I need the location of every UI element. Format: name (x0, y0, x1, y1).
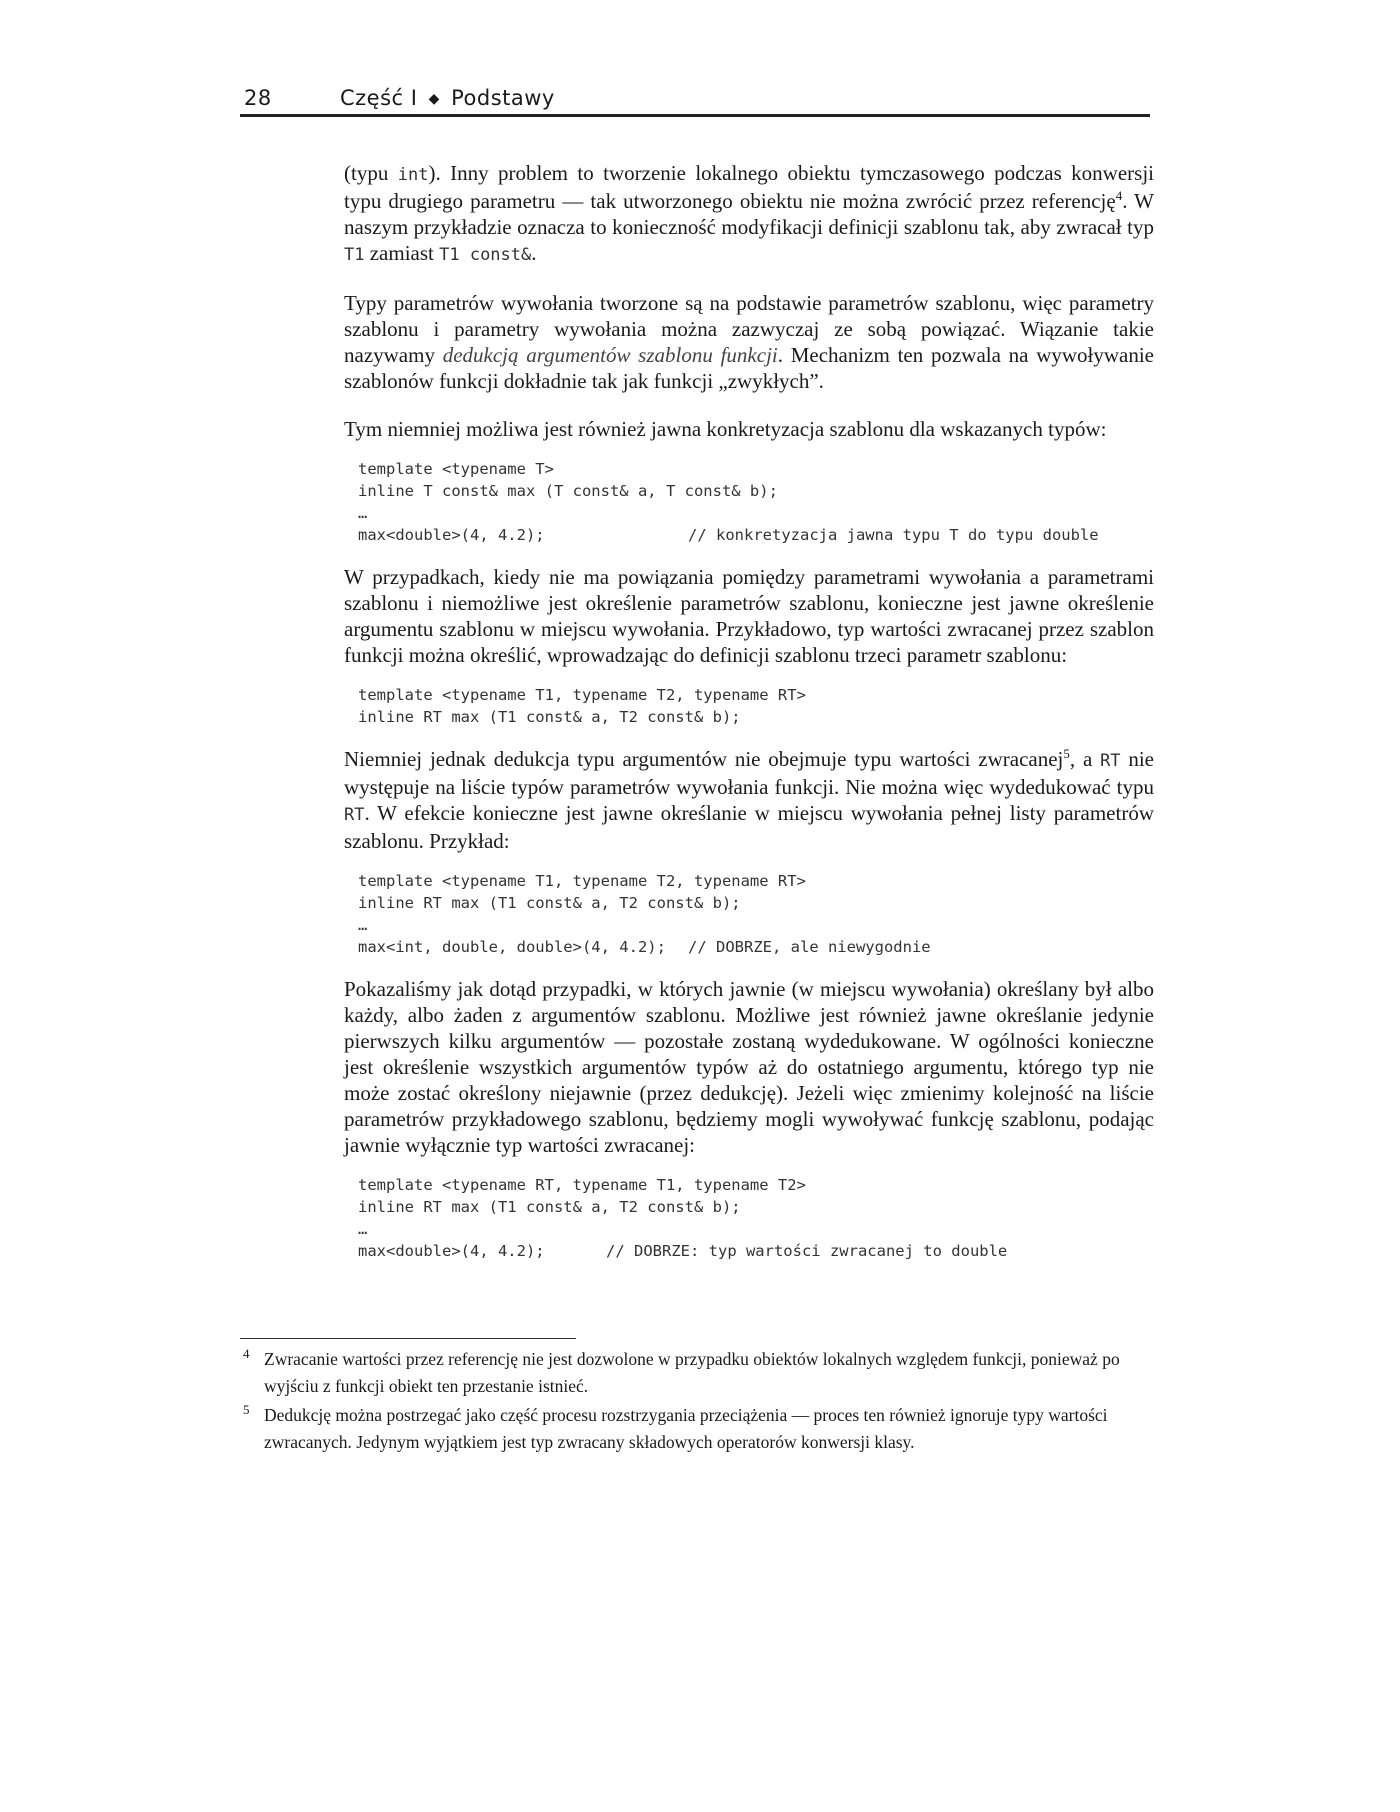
paragraph-6: Pokazaliśmy jak dotąd przypadki, w których jawnie (w miejscu wywołania) określany był albo każdy, albo żaden z argumentów szablonu. Możliwe jest również jawne określanie jedynie pierwszych kilku argumentów — pozostałe zostaną wydedukowane. W ogólności konieczne jest określenie wszystkich argumentów typów aż do ostatniego argumentu, którego typ nie może zostać określony niejawnie (przez dedukcję). Jeżeli więc zmienimy kolejność na liście parametrów przykładowego szablonu, będziemy mogli wywoływać funkcję szablonu, podając jawnie wyłącznie typ wartości zwracanej: (344, 977, 1154, 1157)
footnote-4 (240, 1346, 1155, 1400)
footnote-divider (240, 1338, 576, 1339)
paragraph-2: Typy parametrów wywołania tworzone są na podstawie parametrów szablonu, więc parametry szablonu i parametry wywołania można zazwyczaj ze sobą powiązać. Wiązanie takie nazywamy dedukcją argumentów szablonu funkcji. Mechanizm ten pozwala na wywoływanie szablonów funkcji dokładnie tak jak funkcji „zwykłych”. (344, 291, 1155, 393)
part-label: Część I (340, 86, 418, 110)
inline-code: T1 const& (439, 245, 532, 265)
footnote-text: Dedukcję można postrzegać jako część procesu rozstrzygania przeciążenia — proces ten również ignoruje typy wartości zwracanych. Jedynym wyjątkiem jest typ zwracany składowych operatorów konwersji klasy. (264, 1405, 1108, 1452)
code-listing-1: template <typename T> inline T const& max (T const& a, T const& b); … max<double>(4, 4.2); // konkretyzacja jawna typu T do typu double (358, 460, 1099, 544)
footnote-number: 4 (243, 1346, 250, 1361)
paragraph-5: Niemniej jednak dedukcja typu argumentów nie obejmuje typu wartości zwracanej$^5$, a RT nie występuje na liście typów parametrów wywołania funkcji. Nie można więc wydedukować typu RT. W efekcie konieczne jest jawne określanie w miejscu wywołania pełnej listy parametrów szablonu. Przykład: (344, 746, 1154, 853)
inline-code: RT (344, 805, 365, 825)
footnote-5 (240, 1402, 1155, 1456)
main-content (344, 160, 1154, 1280)
inline-code: RT (1100, 751, 1121, 771)
page-number: 28 (244, 86, 272, 110)
footnotes (240, 1346, 1155, 1458)
running-header (240, 86, 1150, 117)
term-deduction: dedukcją argumentów szablonu funkcji (442, 343, 778, 367)
code-listing-2: template <typename T1, typename T2, typename RT> inline RT max (T1 const& a, T2 const& b); (358, 686, 806, 726)
code-listing-3: template <typename T1, typename T2, typename RT> inline RT max (T1 const& a, T2 const& b); … max<int, double, double>(4, 4.2); // DOBRZE, ale niewygodnie (358, 872, 931, 956)
paragraph-3: Tym niemniej możliwa jest również jawna konkretyzacja szablonu dla wskazanych typów: (344, 417, 1107, 441)
paragraph-4: W przypadkach, kiedy nie ma powiązania pomiędzy parametrami wywołania a parametrami szablonu i niemożliwe jest określenie parametrów szablonu, konieczne jest jawne określenie argumentu szablonu w miejscu wywołania. Przykładowo, typ wartości zwracanej przez szablon funkcji można określić, wprowadzając do definicji szablonu trzeci parametr szablonu: (344, 565, 1154, 667)
footnote-number: 5 (243, 1402, 250, 1417)
code-listing-4: template <typename RT, typename T1, typename T2> inline RT max (T1 const& a, T2 const& b); … max<double>(4, 4.2); // DOBRZE: typ wartości zwracanej to double (358, 1176, 1008, 1260)
footnote-ref-5: 5 (1063, 746, 1070, 761)
code-comment: // DOBRZE: typ wartości zwracanej to double (606, 1242, 1008, 1260)
section-title (340, 86, 555, 110)
code-comment: // konkretyzacja jawna typu T do typu double (688, 526, 1099, 544)
code-comment: // DOBRZE, ale niewygodnie (688, 938, 931, 956)
footnote-ref-4: 4 (1115, 188, 1123, 203)
paragraph-1: (typu int). Inny problem to tworzenie lokalnego obiektu tymczasowego podczas konwersji typu drugiego parametru — tak utworzonego obiektu nie można zwrócić przez referencję$^4$. W naszym przykładzie oznacza to konieczność modyfikacji definicji szablonu tak, aby zwracał typ T1 zamiast T1 const&. (344, 161, 1154, 265)
inline-code: T1 (344, 245, 365, 265)
chapter-label: Podstawy (451, 86, 555, 110)
diamond-icon: ◆ (428, 91, 440, 107)
footnote-text: Zwracanie wartości przez referencję nie jest dozwolone w przypadku obiektów lokalnych względem funkcji, ponieważ po wyjściu z funkcji obiekt ten przestanie istnieć. (264, 1349, 1120, 1396)
inline-code: int (397, 165, 429, 185)
